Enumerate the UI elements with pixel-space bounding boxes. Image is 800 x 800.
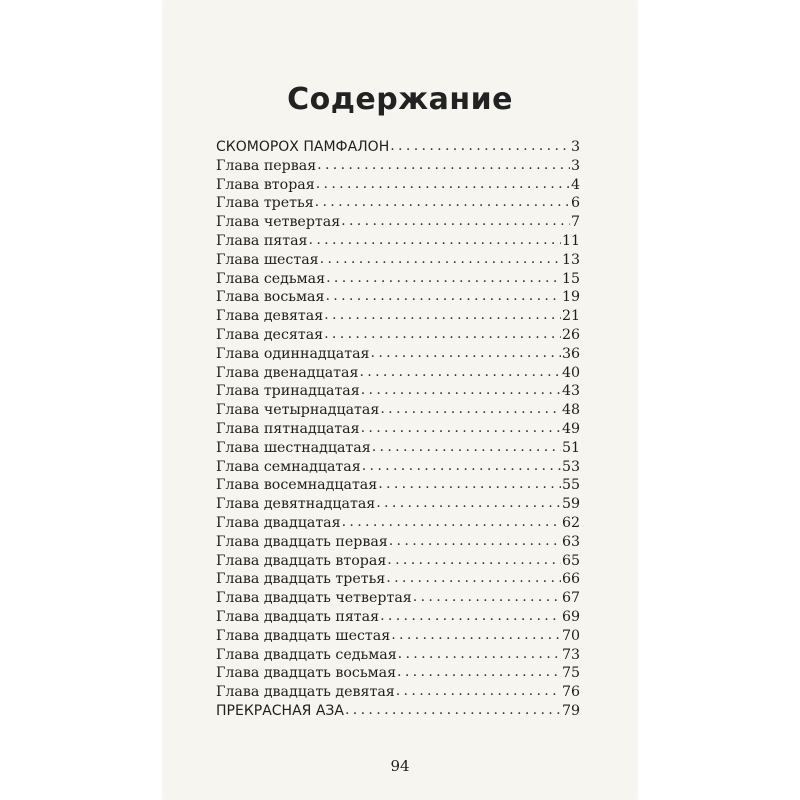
toc-entry-title: Глава одиннадцатая (216, 345, 370, 362)
toc-entry (216, 251, 580, 270)
toc-entry (216, 307, 580, 326)
toc-entry-title: Глава десятая (216, 326, 324, 343)
toc-entry (216, 326, 580, 345)
toc-entry (216, 401, 580, 420)
dot-leader (342, 513, 561, 532)
toc-entry-title: Глава вторая (216, 176, 315, 193)
toc-entry-title: Глава шестнадцатая (216, 439, 371, 456)
toc-entry-page: 3 (570, 139, 580, 155)
dot-leader (324, 325, 561, 344)
toc-entry-page: 40 (561, 364, 580, 381)
dot-leader (398, 645, 561, 664)
toc-entry-title: Глава пятнадцатая (216, 420, 360, 437)
dot-leader (372, 438, 561, 457)
toc-entry-title: Глава седьмая (216, 270, 326, 287)
toc-entry-title: Глава девятая (216, 308, 324, 325)
page-number: 94 (390, 757, 410, 775)
toc-entry-title: Глава двадцать вторая (216, 552, 387, 569)
toc-entry-title: Глава двадцать пятая (216, 608, 380, 625)
dot-leader (359, 363, 561, 382)
toc-entry-title: СКОМОРОХ ПАМФАЛОН (216, 139, 390, 155)
toc-entry-title: Глава шестая (216, 251, 319, 268)
toc-entry (216, 608, 580, 627)
toc-entry-title: Глава двадцатая (216, 514, 341, 531)
toc-entry-title: Глава двенадцатая (216, 364, 359, 381)
contents-title: Содержание (287, 82, 513, 118)
toc-entry-title: ПРЕКРАСНАЯ АЗА (216, 702, 344, 719)
toc-entry-title: Глава двадцать шестая (216, 627, 391, 644)
toc-entry (216, 213, 580, 232)
toc-entry-title: Глава двадцать седьмая (216, 646, 397, 663)
toc-entry (216, 458, 580, 477)
toc-entry-page: 65 (561, 552, 580, 569)
toc-entry-page: 43 (561, 383, 580, 400)
dot-leader (315, 193, 570, 212)
toc-entry-page: 13 (561, 251, 580, 268)
toc-entry-title: Глава четырнадцатая (216, 402, 380, 419)
toc-entry-page: 59 (561, 496, 580, 513)
toc-entry (216, 288, 580, 307)
toc-entry-title: Глава восьмая (216, 289, 325, 306)
toc-entry-page: 6 (570, 195, 580, 212)
dot-leader (341, 212, 570, 231)
dot-leader (390, 137, 570, 156)
toc-entry (216, 570, 580, 589)
dot-leader (397, 663, 561, 682)
toc-entry-page: 15 (561, 270, 580, 287)
toc-entry (216, 627, 580, 646)
toc-entry-page: 19 (561, 289, 580, 306)
toc-entry (216, 702, 580, 721)
toc-entry-title: Глава пятая (216, 232, 308, 249)
toc-entry (216, 589, 580, 608)
toc-entry-title: Глава четвертая (216, 214, 341, 231)
toc-entry-page: 66 (561, 571, 580, 588)
toc-entry (216, 664, 580, 683)
dot-leader (317, 156, 570, 175)
dot-leader (376, 494, 561, 513)
toc-entry (216, 514, 580, 533)
toc-entry-page: 51 (561, 439, 580, 456)
table-of-contents (216, 138, 580, 721)
toc-entry (216, 232, 580, 251)
toc-entry-title: Глава двадцать восьмая (216, 665, 397, 682)
toc-entry (216, 439, 580, 458)
toc-entry-page: 70 (561, 627, 580, 644)
toc-entry-title: Глава двадцать третья (216, 571, 386, 588)
toc-entry (216, 495, 580, 514)
toc-entry (216, 382, 580, 401)
toc-entry-page: 53 (561, 458, 580, 475)
toc-entry-page: 49 (561, 420, 580, 437)
toc-entry-page: 79 (561, 702, 580, 719)
dot-leader (320, 250, 561, 269)
toc-entry-page: 21 (561, 308, 580, 325)
dot-leader (309, 231, 561, 250)
toc-entry (216, 157, 580, 176)
dot-leader (324, 306, 561, 325)
dot-leader (362, 457, 561, 476)
toc-entry-page: 36 (561, 345, 580, 362)
toc-entry-page: 4 (570, 176, 580, 193)
toc-entry-page: 76 (561, 684, 580, 701)
dot-leader (361, 419, 561, 438)
dot-leader (413, 588, 561, 607)
toc-entry (216, 533, 580, 552)
toc-entry-title: Глава восемнадцатая (216, 477, 378, 494)
toc-entry-page: 73 (561, 646, 580, 663)
dot-leader (396, 682, 561, 701)
toc-entry-page: 7 (570, 214, 580, 231)
toc-entry-page: 67 (561, 590, 580, 607)
toc-entry-page: 3 (570, 157, 580, 174)
toc-entry-title: Глава двадцать четвертая (216, 590, 412, 607)
dot-leader (380, 607, 561, 626)
toc-entry-page: 11 (561, 232, 580, 249)
toc-entry-title: Глава девятнадцатая (216, 496, 376, 513)
toc-entry (216, 683, 580, 702)
dot-leader (389, 532, 561, 551)
book-page (163, 0, 637, 800)
dot-leader (361, 381, 561, 400)
toc-entry (216, 476, 580, 495)
dot-leader (371, 344, 561, 363)
toc-entry (216, 364, 580, 383)
dot-leader (378, 475, 561, 494)
dot-leader (387, 551, 561, 570)
toc-entry-page: 62 (561, 514, 580, 531)
toc-entry-title: Глава семнадцатая (216, 458, 361, 475)
toc-entry (216, 176, 580, 195)
toc-entry-title: Глава двадцать первая (216, 533, 388, 550)
toc-entry-page: 48 (561, 402, 580, 419)
toc-entry-page: 55 (561, 477, 580, 494)
toc-entry-title: Глава двадцать девятая (216, 684, 395, 701)
dot-leader (386, 569, 561, 588)
toc-entry (216, 552, 580, 571)
dot-leader (316, 175, 570, 194)
toc-entry (216, 194, 580, 213)
toc-entry (216, 646, 580, 665)
toc-entry (216, 138, 580, 157)
toc-entry-page: 26 (561, 326, 580, 343)
toc-entry-page: 63 (561, 533, 580, 550)
toc-entry-page: 69 (561, 608, 580, 625)
dot-leader (391, 626, 561, 645)
dot-leader (380, 400, 561, 419)
toc-entry-page: 75 (561, 665, 580, 682)
toc-entry-title: Глава третья (216, 195, 314, 212)
toc-entry (216, 345, 580, 364)
dot-leader (325, 287, 560, 306)
dot-leader (345, 701, 561, 720)
dot-leader (326, 269, 561, 288)
toc-entry (216, 270, 580, 289)
toc-entry (216, 420, 580, 439)
toc-entry-title: Глава тринадцатая (216, 383, 360, 400)
toc-entry-title: Глава первая (216, 157, 317, 174)
